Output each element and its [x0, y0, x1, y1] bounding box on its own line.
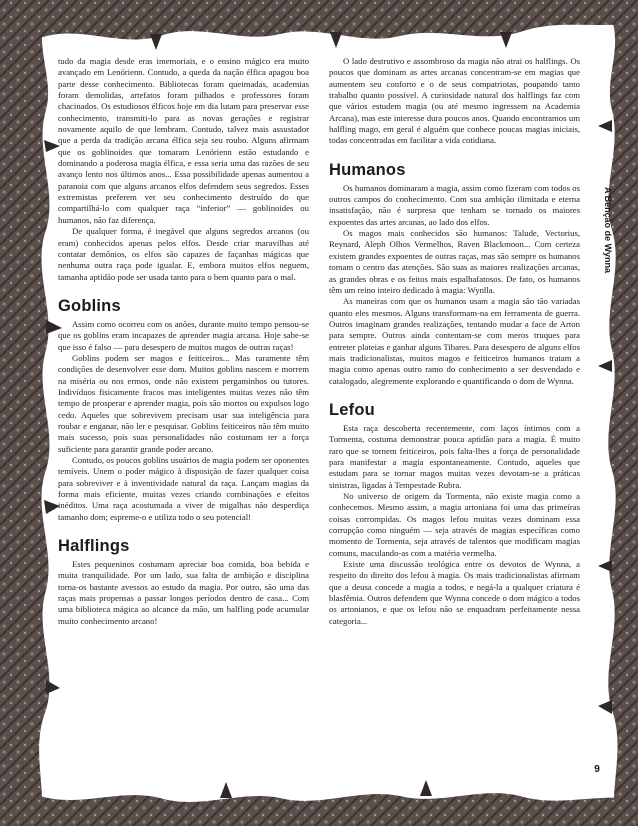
paragraph: De qualquer forma, é inegável que alguns segredos arcanos (ou eram) conhecidos apenas pelos elfos. Desde criar maravilhas até contatar demônios, os elfos são capazes de façanhas mágicas que nenhuma outra raça pode igualar. E, embora muitos elfos neguem, tamanha aptidão pode ser usada tanto para o bem quanto para o mal. — [58, 226, 309, 282]
left-column — [58, 56, 309, 627]
right-column — [329, 56, 580, 627]
chapter-title: A Bênção de Wynna — [603, 186, 613, 274]
section-heading-halflings: Halflings — [58, 537, 130, 556]
paragraph: Assim como ocorreu com os anões, durante muito tempo pensou-se que os goblins eram incapazes de aprender magia arcana. Hoje sabe-se que isso é falso — para desespero de muitos magos de outras raças! — [58, 318, 309, 352]
paragraph: Existe uma discussão teológica entre os devotos de Wynna, a respeito do direito dos lefou à magia. Os mais tradicionalistas afirmam que a deusa concede a magia a todos, e negá-la a qualquer criatura é blasfêmia. Outros defendem que Wynna concede o dom mágico a todos os artonianos, e que os lefou não se enquadram perfeitamente nessa categoria... — [329, 559, 580, 626]
paragraph: No universo de origem da Tormenta, não existe magia como a conhecemos. Mesmo assim, a magia artoniana foi uma das primeiras coisas corrompidas. Os magos lefou muitas vezes dominam essa corrupção como ninguém — seja através de magias específicas como momento de Tormenta, seja através de talentos que modificam magias comuns, maculando-as com a matéria vermelha. — [329, 491, 580, 558]
paragraph: Os humanos dominaram a magia, assim como fizeram com todos os outros campos do conhecimento. Com sua ambição ilimitada e eterna insatisfação, não é surpresa que tenham se tornado os maiores expoentes das artes arcanas, ao lado dos elfos. — [329, 182, 580, 227]
paragraph: O lado destrutivo e assombroso da magia não atrai os halflings. Os poucos que dominam as artes arcanas concentram-se em magias que aumentem seu conforto e o de seus compatriotas, poupando tanto trabalho quanto possível. A curiosidade natural dos halflings faz com que vários estudem magia (ou até mesmo ingressem na Academia Arcana), mas este interesse dura poucos anos. Quando encontramos um halfling mago, em geral é alguém que conhece poucas magias iniciais, todas concentradas em facilitar a vida cotidiana. — [329, 56, 580, 146]
page-number: 9 — [594, 764, 600, 775]
section-heading-humanos: Humanos — [329, 160, 406, 179]
page-body — [58, 56, 586, 796]
paragraph: tudo da magia desde eras imemoriais, e o ensino mágico era muito avançado em Lenórienn. Contudo, a queda da nação élfica apagou boa parte desse conhecimento. Bibliotecas foram queimadas, academias foram demolidas, artefatos foram pilhados e professores foram chacinados. Os estudiosos élficos hoje em dia lutam para preservar esse conhecimento, transmiti-lo para as novas gerações e registrar novamente aquilo de que lembram. Contudo, talvez mais assustador que a perda da tradição arcana élfica seja seu roubo. Alguns afirmam que os goblinoides que tomaram Lenórienn estão estudando e dominando a poderosa magia élfica, e essa seria uma das razões de seu avanço lento nos últimos anos... Essa possibilidade apenas aumentou a paranoia com que alguns arcanos elfos defendem seus segredos. Esses extremistas preferem ver seu conhecimento destruído do que compartilhá-lo com qualquer raça “inferior” — goblinoides ou humanos, não faz diferença. — [58, 56, 309, 225]
paragraph: Esta raça descoberta recentemente, com laços íntimos com a Tormenta, costuma demonstrar pouca aptidão para a magia. É muito raro que se tornem feiticeiros, pois falta-lhes a força de personalidade para manifestar a magia espontaneamente. Contudo, aqueles que estudam para se tornar magos muitas vezes devotam-se a práticas sinistras, ligadas à Tempestade Rubra. — [329, 422, 580, 490]
paragraph: Contudo, os poucos goblins usuários de magia podem ser oponentes temíveis. Unem o poder mágico à disposição de fazer qualquer coisa para sobreviver e à inventividade natural da raça. Lançam magias da forma mais eficiente, muitas vezes criando combinações e efeitos inéditos. Uma raça acostumada a viver de migalhas não desperdiça tamanho dom; espreme-o e utiliza todo o seu potencial! — [58, 455, 309, 522]
paragraph: As maneiras com que os humanos usam a magia são tão variadas quanto eles mesmos. Alguns transformam-na em ferramenta de guerra. Outros imaginam grandes realizações, tentando mudar a face de Arton para sempre. Outros ainda contentam-se com meros truques para entreter plateias e ganhar alguns Tibares. Para desespero de alguns elfos mais tradicionalistas, muitos magos e feiticeiros humanos tratam a magia como apenas outro ramo do conhecimento a ser desvendado e catalogado, alegremente explorando e quantificando o dom de Wynna. — [329, 296, 580, 386]
section-heading-goblins: Goblins — [58, 296, 121, 315]
paragraph: Os magos mais conhecidos são humanos: Talude, Vectorius, Reynard, Aleph Olhos Vermelhos, Raven Blackmoon... Com certeza existem grandes expoentes de outras raças, mas são sempre os humanos tomam o centro das atenções. São suas as maiores realizações arcanas, as grandes obras e os feitos mais espalhafatosos. De fato, os humanos têm um reino inteiro dedicado à magia: Wynlla. — [329, 228, 580, 295]
paragraph: Goblins podem ser magos e feiticeiros... Mas raramente têm condições de desenvolver esse dom. Muitos goblins nascem e morrem na miséria ou nos ermos, onde não existem pergaminhos ou tutores. Indivíduos fisicamente fracos mas inteligentes muitas vezes não têm tempo de prosperar e aprender magia, pois são mortos ou expulsos logo cedo. Aqueles que sobrevivem precisam usar sua inteligência para roubar e enganar, não ler e pesquisar. Goblins feiticeiros não têm muito mais sucesso, pois suas personalidades não costumam ter a força suficiente para garantir grande poder arcano. — [58, 352, 309, 454]
chapter-side-tab — [600, 170, 616, 290]
paragraph: Estes pequeninos costumam apreciar boa comida, boa bebida e muita tranquilidade. Por um lado, sua falta de ambição e disciplina torna-os bastante avessos ao estudo da magia. Por outro, são uma das raças mais propensas a passar longos períodos dentro de casa... Com uma biblioteca mágica ao alcance da mão, um halfling pode acumular muito conhecimento arcano! — [58, 559, 309, 626]
section-heading-lefou: Lefou — [329, 400, 375, 419]
